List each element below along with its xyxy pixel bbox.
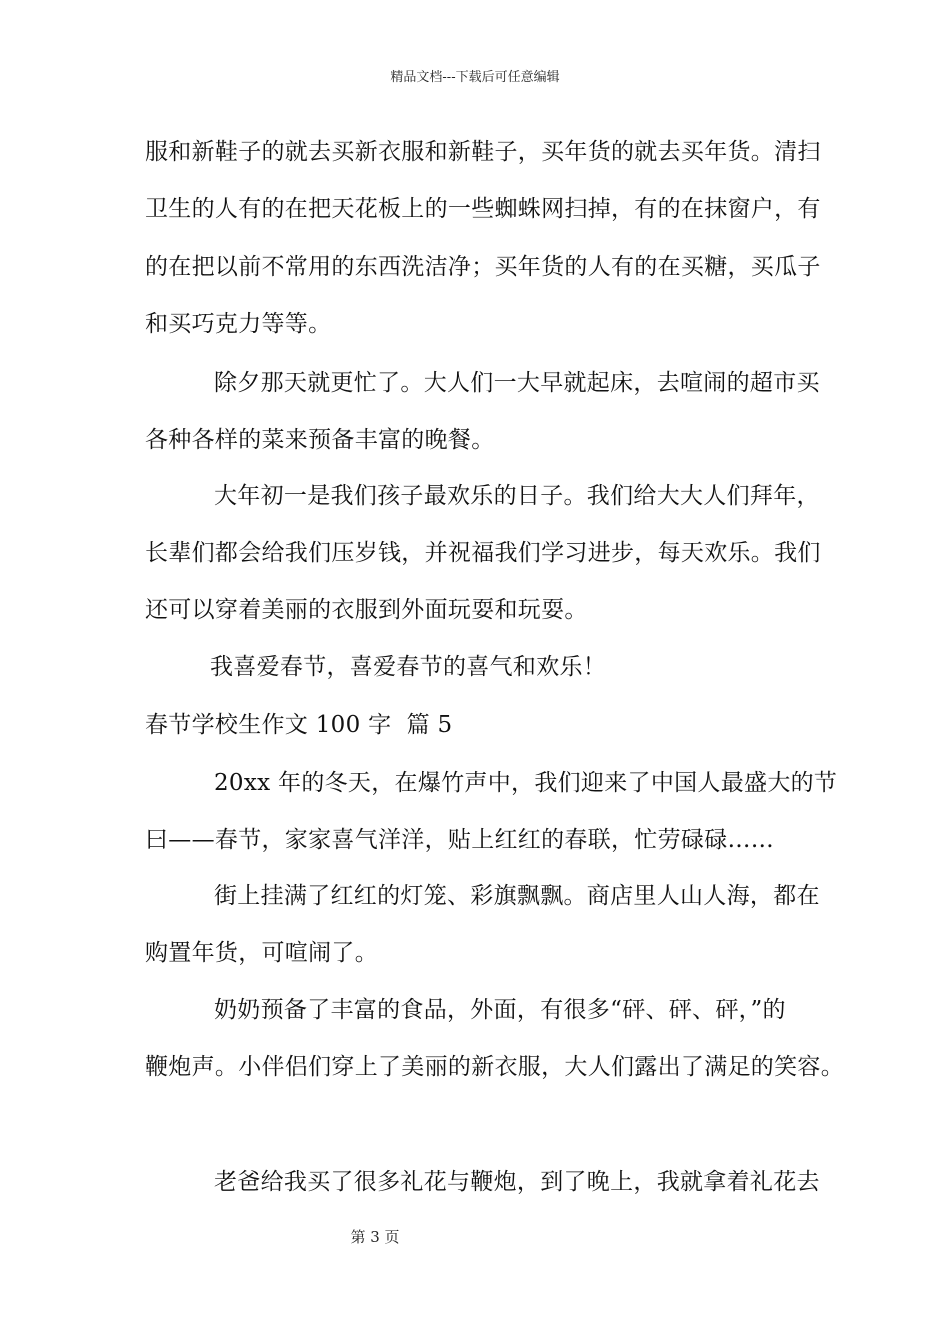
body-line: 老爸给我买了很多礼花与鞭炮，到了晚上，我就拿着礼花去 — [214, 1169, 820, 1195]
section-heading: 春节学校生作文 100 字 篇 5 — [145, 712, 453, 738]
body-line: 曰——春节，家家喜气洋洋，贴上红红的春联，忙劳碌碌…… — [145, 827, 775, 853]
page-number: 第 3 页 — [350, 1228, 400, 1246]
body-line: 购置年货，可喧闹了。 — [145, 940, 378, 966]
body-line: 我喜爱春节，喜爱春节的喜气和欢乐！ — [210, 654, 607, 680]
body-line: 卫生的人有的在把天花板上的一些蜘蛛网扫掉，有的在抹窗户，有 — [145, 196, 821, 222]
body-line: 和买巧克力等等。 — [145, 311, 332, 337]
body-line: 奶奶预备了丰富的食品，外面，有很多“砰、砰、砰，”的 — [214, 997, 786, 1023]
body-line: 20xx 年的冬天，在爆竹声中，我们迎来了中国人最盛大的节 — [214, 770, 838, 796]
body-line: 各种各样的菜来预备丰富的晚餐。 — [145, 427, 495, 453]
body-line: 长辈们都会给我们压岁钱，并祝福我们学习进步，每天欢乐。我们 — [145, 540, 821, 566]
body-line: 服和新鞋子的就去买新衣服和新鞋子，买年货的就去买年货。清扫 — [145, 139, 821, 165]
body-line: 除夕那天就更忙了。大人们一大早就起床，去喧闹的超市买 — [214, 370, 820, 396]
body-line: 大年初一是我们孩子最欢乐的日子。我们给大大人们拜年， — [214, 483, 820, 509]
body-line: 鞭炮声。小伴侣们穿上了美丽的新衣服，大人们露出了满足的笑容。 — [145, 1054, 844, 1080]
page-header: 精品文档---下载后可任意编辑 — [390, 70, 560, 85]
body-line: 的在把以前不常用的东西洗洁净；买年货的人有的在买糖，买瓜子 — [145, 254, 821, 280]
body-line: 街上挂满了红红的灯笼、彩旗飘飘。商店里人山人海，都在 — [214, 883, 820, 909]
body-line: 还可以穿着美丽的衣服到外面玩耍和玩耍。 — [145, 597, 588, 623]
